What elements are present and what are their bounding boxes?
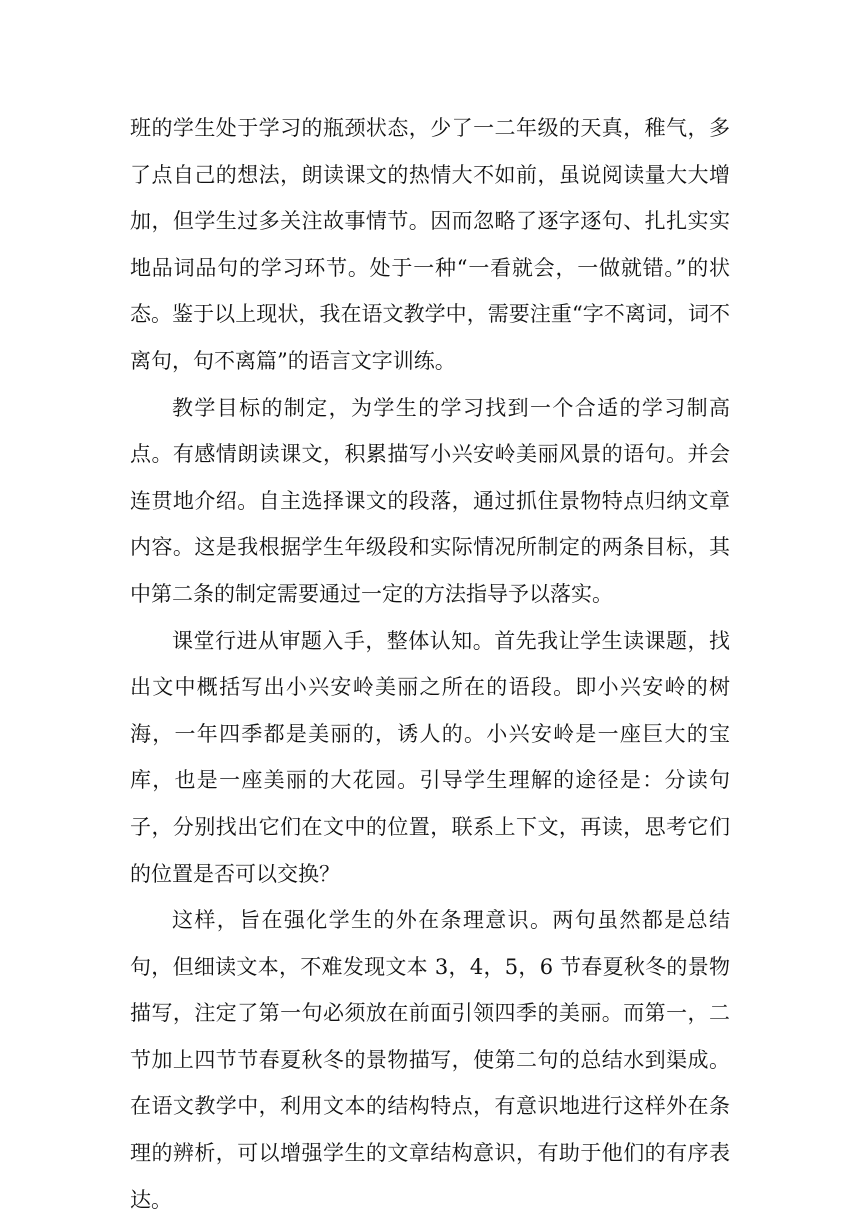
paragraph-3: 课堂行进从审题入手，整体认知。首先我让学生读课题，找出文中概括写出小兴安岭美丽之所在的语段。即小兴安岭的树海，一年四季都是美丽的，诱人的。小兴安岭是一座巨大的宝库，也是一座美丽的大花园。引导学生理解的途径是：分读句子，分别找出它们在文中的位置，联系上下文，再读，思考它们的位置是否可以交换？ bbox=[130, 628, 730, 886]
paragraph-2: 教学目标的制定，为学生的学习找到一个合适的学习制高点。有感情朗读课文，积累描写小兴安岭美丽风景的语句。并会连贯地介绍。自主选择课文的段落，通过抓住景物特点归纳文章内容。这是我根据学生年级段和实际情况所制定的两条目标，其中第二条的制定需要通过一定的方法指导予以落实。 bbox=[130, 395, 730, 606]
paragraph-4: 这样，旨在强化学生的外在条理意识。两句虽然都是总结句，但细读文本，不难发现文本 3，4，5，6 节春夏秋冬的景物描写，注定了第一句必须放在前面引领四季的美丽。而第一，二节加上四节节春夏秋冬的景物描写，使第二句的总结水到渠成。在语文教学中，利用文本的结构特点，有意识地进行这样外在条理的辨析，可以增强学生的文章结构意识，有助于他们的有序表达。 bbox=[130, 908, 730, 1212]
document-body bbox=[130, 105, 730, 1223]
paragraph-1: 班的学生处于学习的瓶颈状态，少了一二年级的天真，稚气，多了点自己的想法，朗读课文的热情大不如前，虽说阅读量大大增加，但学生过多关注故事情节。因而忽略了逐字逐句、扎扎实实地品词品句的学习环节。处于一种“一看就会，一做就错。”的状态。鉴于以上现状，我在语文教学中，需要注重“字不离词，词不离句，句不离篇”的语言文字训练。 bbox=[130, 116, 730, 373]
